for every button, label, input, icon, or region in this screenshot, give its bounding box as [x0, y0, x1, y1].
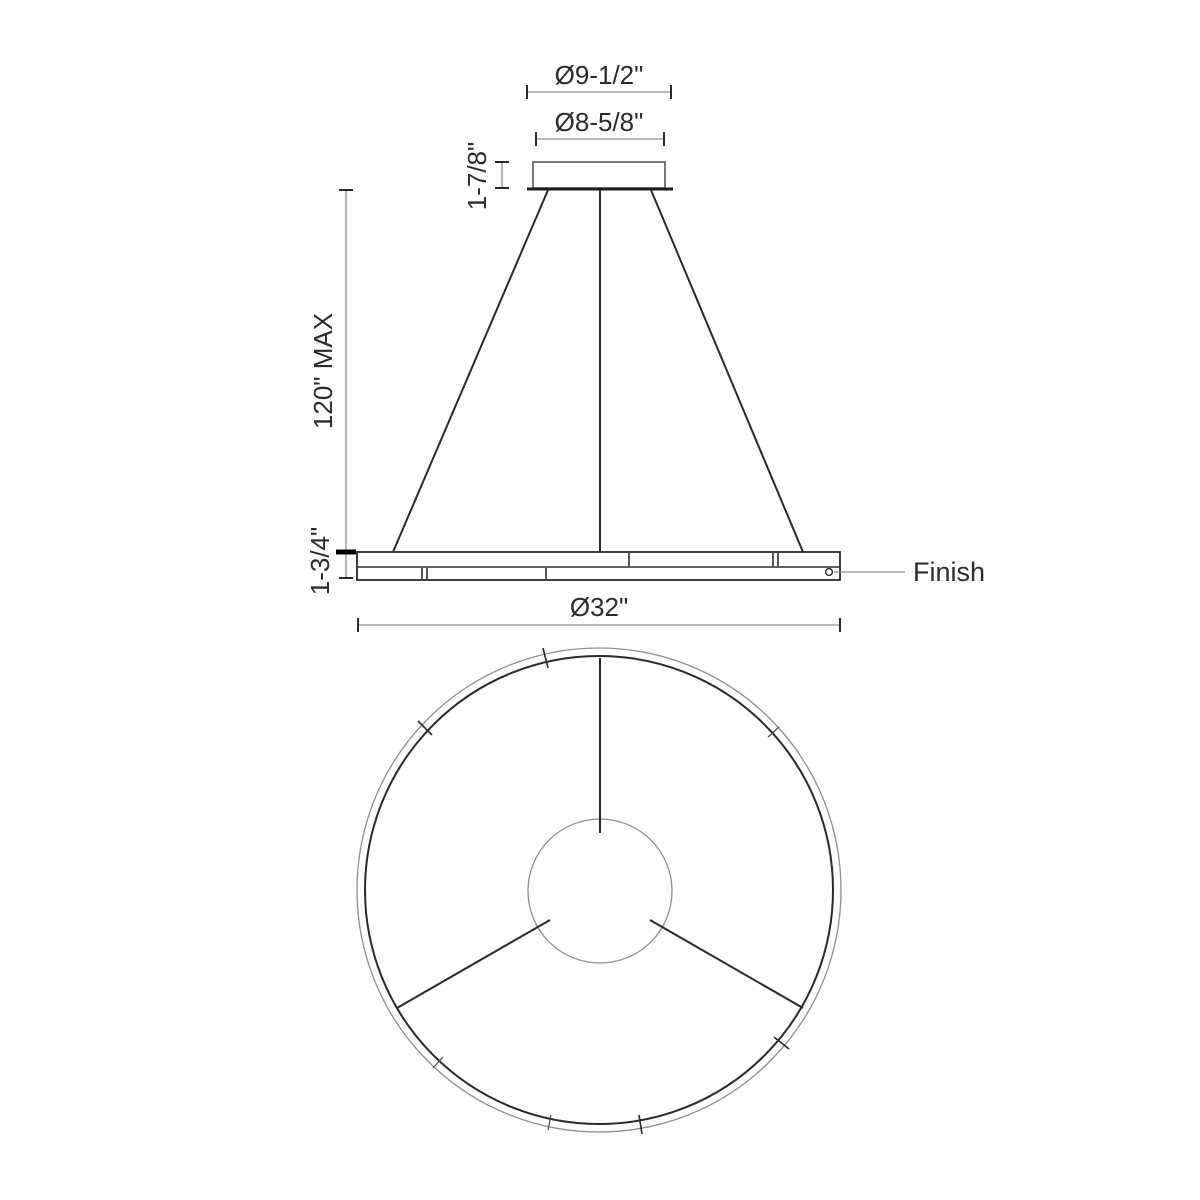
dim-drop-max — [305, 190, 356, 595]
drop-max-label: 120" MAX — [308, 312, 338, 430]
elevation-view — [305, 60, 985, 632]
dim-canopy-inner-diameter — [536, 107, 664, 146]
suspension-wires — [393, 190, 803, 552]
ring-diameter-label: Ø32" — [569, 592, 629, 622]
spoke-lower-left — [397, 920, 550, 1008]
ring-side-profile — [357, 552, 840, 580]
finish-callout — [834, 557, 985, 587]
canopy-body — [533, 162, 665, 188]
canopy — [527, 162, 673, 189]
center-hub-circle — [528, 819, 672, 963]
dim-ring-diameter — [358, 592, 840, 632]
canopy-height-label: 1-7/8" — [462, 141, 492, 211]
plan-view — [357, 648, 841, 1134]
finish-label: Finish — [913, 557, 986, 587]
dim-canopy-height — [462, 142, 509, 211]
ring-segment-joint — [543, 648, 548, 668]
ring-segment-joint — [639, 1115, 642, 1134]
dim-canopy-outer-diameter — [527, 60, 671, 99]
ring-height-label: 1-3/4" — [305, 526, 335, 596]
ring-segment-joints-plan — [418, 648, 789, 1134]
spoke-lower-right — [650, 920, 803, 1008]
canopy-inner-diameter-label: Ø8-5/8" — [554, 107, 644, 137]
ring-body — [357, 552, 840, 580]
plan-spokes — [397, 658, 803, 1008]
suspension-wire-left — [393, 190, 548, 552]
canopy-outer-diameter-label: Ø9-1/2" — [554, 60, 644, 90]
suspension-wire-right — [651, 190, 803, 552]
